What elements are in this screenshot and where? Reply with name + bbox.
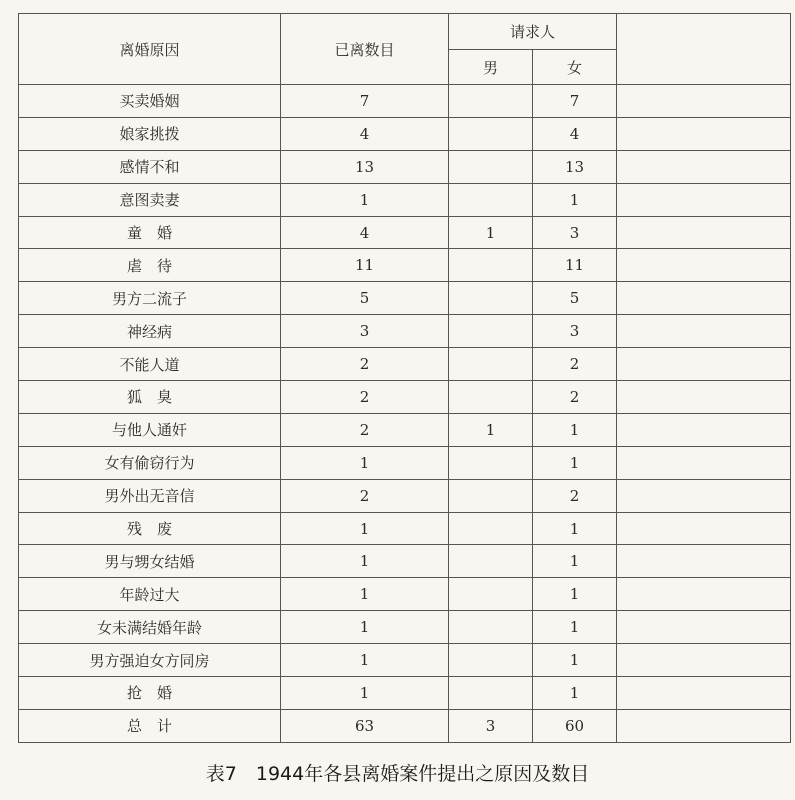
cell-count: 7 (281, 85, 449, 118)
cell-count: 4 (281, 216, 449, 249)
table-row (19, 677, 791, 710)
table-row (19, 282, 791, 315)
cell-blank (617, 315, 791, 348)
cell-female: 7 (533, 85, 617, 118)
cell-female: 1 (533, 611, 617, 644)
divorce-table-container (18, 13, 790, 743)
cell-blank (617, 512, 791, 545)
cell-reason: 男方二流子 (19, 282, 281, 315)
cell-count: 1 (281, 677, 449, 710)
cell-male: 1 (449, 216, 533, 249)
cell-male: 3 (449, 709, 533, 742)
cell-blank (617, 677, 791, 710)
cell-blank (617, 282, 791, 315)
cell-blank (617, 216, 791, 249)
table-row (19, 85, 791, 118)
cell-count: 5 (281, 282, 449, 315)
cell-count: 13 (281, 150, 449, 183)
cell-female: 1 (533, 644, 617, 677)
cell-reason: 狐 臭 (19, 381, 281, 414)
table-row (19, 709, 791, 742)
cell-female: 2 (533, 381, 617, 414)
cell-male (449, 282, 533, 315)
table-row (19, 183, 791, 216)
cell-reason: 女未满结婚年龄 (19, 611, 281, 644)
cell-blank (617, 611, 791, 644)
cell-male (449, 545, 533, 578)
cell-male (449, 611, 533, 644)
table-row (19, 216, 791, 249)
cell-blank (617, 249, 791, 282)
cell-count: 2 (281, 413, 449, 446)
cell-female: 2 (533, 479, 617, 512)
cell-reason: 感情不和 (19, 150, 281, 183)
cell-male: 1 (449, 413, 533, 446)
cell-blank (617, 150, 791, 183)
cell-reason: 男外出无音信 (19, 479, 281, 512)
cell-female: 4 (533, 117, 617, 150)
cell-female: 5 (533, 282, 617, 315)
header-male: 男 (449, 50, 533, 85)
cell-male (449, 479, 533, 512)
cell-blank (617, 85, 791, 118)
cell-count: 3 (281, 315, 449, 348)
cell-male (449, 446, 533, 479)
cell-count: 2 (281, 348, 449, 381)
cell-count: 1 (281, 644, 449, 677)
cell-male (449, 249, 533, 282)
cell-blank (617, 348, 791, 381)
cell-female: 1 (533, 183, 617, 216)
cell-reason: 娘家挑拨 (19, 117, 281, 150)
cell-female: 2 (533, 348, 617, 381)
cell-male (449, 381, 533, 414)
cell-reason: 虐 待 (19, 249, 281, 282)
cell-blank (617, 709, 791, 742)
cell-reason: 意图卖妻 (19, 183, 281, 216)
cell-count: 11 (281, 249, 449, 282)
table-row (19, 348, 791, 381)
table-row (19, 512, 791, 545)
cell-blank (617, 479, 791, 512)
table-row (19, 117, 791, 150)
table-row (19, 611, 791, 644)
table-row (19, 413, 791, 446)
cell-male (449, 644, 533, 677)
cell-blank (617, 413, 791, 446)
table-row (19, 381, 791, 414)
cell-count: 4 (281, 117, 449, 150)
cell-female: 60 (533, 709, 617, 742)
header-count: 已离数目 (281, 14, 449, 85)
table-row (19, 315, 791, 348)
cell-female: 13 (533, 150, 617, 183)
cell-male (449, 348, 533, 381)
cell-reason: 与他人通奸 (19, 413, 281, 446)
cell-reason: 神经病 (19, 315, 281, 348)
cell-blank (617, 381, 791, 414)
cell-female: 1 (533, 512, 617, 545)
table-caption: 表7 1944年各县离婚案件提出之原因及数目 (205, 763, 590, 785)
table-row (19, 578, 791, 611)
cell-reason: 女有偷窃行为 (19, 446, 281, 479)
cell-female: 11 (533, 249, 617, 282)
table-row (19, 545, 791, 578)
divorce-reasons-table (18, 13, 791, 743)
cell-count: 1 (281, 611, 449, 644)
cell-blank (617, 644, 791, 677)
header-reason: 离婚原因 (19, 14, 281, 85)
header-blank (617, 14, 791, 85)
table-row (19, 446, 791, 479)
cell-blank (617, 117, 791, 150)
table-row (19, 644, 791, 677)
cell-female: 1 (533, 446, 617, 479)
cell-female: 3 (533, 315, 617, 348)
cell-reason: 买卖婚姻 (19, 85, 281, 118)
header-female: 女 (533, 50, 617, 85)
cell-reason: 总 计 (19, 709, 281, 742)
cell-female: 3 (533, 216, 617, 249)
cell-female: 1 (533, 578, 617, 611)
table-row (19, 150, 791, 183)
cell-male (449, 183, 533, 216)
cell-reason: 男方强迫女方同房 (19, 644, 281, 677)
header-requester: 请求人 (449, 14, 617, 50)
cell-reason: 残 废 (19, 512, 281, 545)
cell-blank (617, 545, 791, 578)
cell-count: 2 (281, 381, 449, 414)
cell-reason: 童 婚 (19, 216, 281, 249)
cell-male (449, 512, 533, 545)
cell-female: 1 (533, 677, 617, 710)
cell-reason: 年龄过大 (19, 578, 281, 611)
cell-count: 1 (281, 578, 449, 611)
cell-blank (617, 446, 791, 479)
cell-count: 1 (281, 545, 449, 578)
cell-count: 1 (281, 446, 449, 479)
cell-count: 1 (281, 512, 449, 545)
table-row (19, 479, 791, 512)
cell-count: 2 (281, 479, 449, 512)
cell-male (449, 315, 533, 348)
cell-male (449, 117, 533, 150)
table-body (19, 85, 791, 743)
cell-female: 1 (533, 545, 617, 578)
cell-reason: 不能人道 (19, 348, 281, 381)
cell-male (449, 578, 533, 611)
cell-female: 1 (533, 413, 617, 446)
table-row (19, 249, 791, 282)
cell-blank (617, 578, 791, 611)
cell-male (449, 677, 533, 710)
cell-male (449, 150, 533, 183)
cell-count: 1 (281, 183, 449, 216)
cell-reason: 抢 婚 (19, 677, 281, 710)
cell-count: 63 (281, 709, 449, 742)
cell-blank (617, 183, 791, 216)
cell-male (449, 85, 533, 118)
cell-reason: 男与甥女结婚 (19, 545, 281, 578)
